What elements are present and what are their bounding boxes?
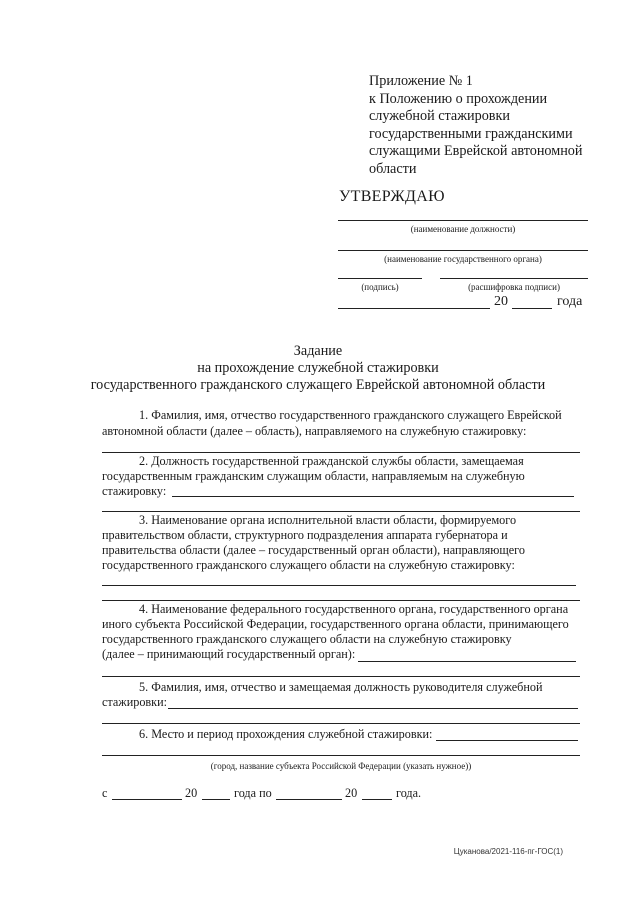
task-title: Задание bbox=[293, 343, 343, 359]
item6-field-line-2[interactable] bbox=[102, 755, 580, 756]
item4-line-3: государственного гражданского служащего области на служебную стажировку bbox=[102, 632, 512, 646]
signature-decoding-caption: (расшифровка подписи) bbox=[468, 282, 560, 292]
item4-line-2: иного субъекта Российской Федерации, государственного органа области, принимающего bbox=[102, 617, 569, 631]
appendix-line: Приложение № 1 bbox=[369, 73, 473, 89]
item3-field-line-2[interactable] bbox=[102, 600, 580, 601]
period-end-year-field[interactable] bbox=[362, 799, 392, 800]
period-year-1: 20 bbox=[185, 786, 198, 800]
period-start-day-field[interactable] bbox=[112, 799, 182, 800]
period-end: года. bbox=[396, 786, 422, 800]
item3-line-2: правительством области, структурного подразделения аппарата губернатора и bbox=[102, 528, 508, 542]
position-caption: (наименование должности) bbox=[410, 224, 516, 234]
appendix-line: области bbox=[369, 160, 417, 177]
item5-field-line-1[interactable] bbox=[168, 708, 578, 709]
item6-line-1: 6. Место и период прохождения служебной стажировки: bbox=[139, 727, 433, 741]
item2-line-2: государственным гражданским служащим области, направляемым на служебную bbox=[102, 469, 525, 483]
item1-line-1: 1. Фамилия, имя, отчество государственного гражданского служащего Еврейской bbox=[139, 408, 562, 422]
item4-line-4: (далее – принимающий государственный орган): bbox=[102, 647, 356, 661]
item6-caption: (город, название субъекта Российской Федерации (указать нужное)) bbox=[210, 761, 472, 771]
task-subtitle-2: государственного гражданского служащего Еврейской автономной области bbox=[90, 377, 546, 393]
item2-field-line-2[interactable] bbox=[102, 511, 580, 512]
item1-line-2: автономной области (далее – область), направляемого на служебную стажировку: bbox=[102, 424, 527, 438]
period-from: с bbox=[102, 786, 108, 800]
period-start-year-field[interactable] bbox=[202, 799, 230, 800]
agency-field-line[interactable] bbox=[338, 250, 588, 251]
period-end-day-field[interactable] bbox=[276, 799, 342, 800]
item1-field-line[interactable] bbox=[102, 452, 580, 453]
item3-line-3: правительства области (далее – государственный орган области), направляющего bbox=[102, 543, 525, 557]
item2-line-1: 2. Должность государственной гражданской службы области, замещаемая bbox=[139, 454, 524, 468]
signature-caption: (подпись) bbox=[361, 282, 399, 292]
appendix-line: служащими Еврейской автономной bbox=[369, 143, 583, 160]
appendix-line: служебной стажировки bbox=[369, 108, 510, 125]
approval-title: УТВЕРЖДАЮ bbox=[339, 188, 445, 205]
item5-line-1: 5. Фамилия, имя, отчество и замещаемая должность руководителя служебной bbox=[139, 680, 543, 694]
item3-field-line-1[interactable] bbox=[102, 585, 576, 586]
item2-field-line-1[interactable] bbox=[172, 496, 574, 497]
document-reference: Цуканова/2021-116-пг-ГОС(1) bbox=[453, 847, 563, 856]
signature-decoding-field-line[interactable] bbox=[440, 278, 588, 279]
agency-caption: (наименование государственного органа) bbox=[384, 254, 542, 264]
year-prefix: 20 bbox=[494, 294, 508, 309]
task-subtitle-1: на прохождение служебной стажировки bbox=[197, 360, 439, 376]
period-to: года по bbox=[234, 786, 272, 800]
signature-field-line[interactable] bbox=[338, 278, 422, 279]
item6-field-line-1[interactable] bbox=[436, 740, 578, 741]
item3-line-1: 3. Наименование органа исполнительной власти области, формируемого bbox=[139, 513, 517, 527]
year-field-line[interactable] bbox=[512, 308, 552, 309]
year-suffix: года bbox=[557, 294, 583, 309]
period-year-2: 20 bbox=[345, 786, 358, 800]
appendix-header bbox=[369, 73, 609, 179]
item4-line-1: 4. Наименование федерального государственного органа, государственного органа bbox=[139, 602, 569, 616]
item4-field-line-2[interactable] bbox=[102, 676, 580, 677]
appendix-line: государственными гражданскими bbox=[369, 125, 573, 142]
item5-field-line-2[interactable] bbox=[102, 723, 580, 724]
appendix-line: к Положению о прохождении bbox=[369, 90, 548, 107]
item4-field-line-1[interactable] bbox=[358, 661, 576, 662]
item3-line-4: государственного гражданского служащего области на служебную стажировку: bbox=[102, 558, 515, 572]
date-field-line[interactable] bbox=[338, 308, 490, 309]
item2-line-3: стажировку: bbox=[102, 484, 167, 498]
position-field-line[interactable] bbox=[338, 220, 588, 221]
item5-line-2: стажировки: bbox=[102, 695, 168, 709]
